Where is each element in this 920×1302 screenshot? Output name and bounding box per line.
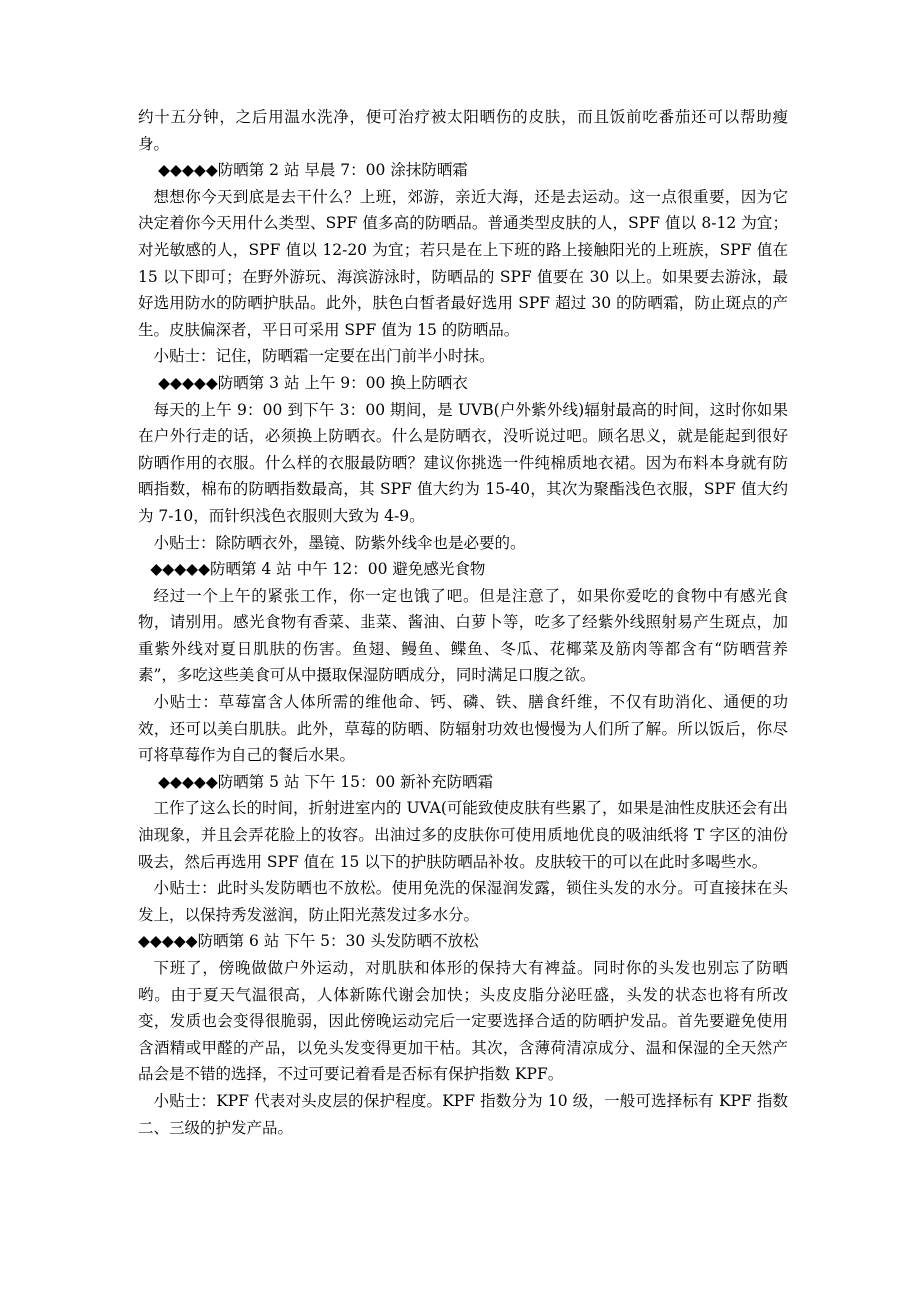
tip-paragraph: 小贴士：记住，防晒霜一定要在出门前半小时抹。: [153, 347, 495, 366]
paragraph-continuation: 约十五分钟，之后用温水洗净，便可治疗被太阳晒伤的皮肤，而且饭前吃番茄还可以帮助瘦身。: [138, 108, 788, 153]
tip-paragraph: 小贴士：KPF 代表对头皮层的保护程度。KPF 指数分为 10 级，一般可选择标有 KPF 指数二、三级的护发产品。: [138, 1091, 788, 1137]
section-heading-station-4: ◆◆◆◆◆防晒第 4 站 中午 12：00 避免感光食物: [150, 560, 486, 579]
section-heading-station-5: ◆◆◆◆◆防晒第 5 站 下午 15：00 新补充防晒霜: [158, 772, 494, 791]
section-heading-station-6: ◆◆◆◆◆防晒第 6 站 下午 5：30 头发防晒不放松: [138, 932, 479, 951]
document-page: [138, 104, 788, 1141]
paragraph-body: 每天的上午 9：00 到下午 3：00 期间，是 UVB(户外紫外线)辐射最高的时间，这时你如果在户外行走的话，必须换上防晒衣。什么是防晒衣，没听说过吧。顾名思义，就是能起到很好防晒作用的衣服。什么样的衣服最防晒？建议你挑选一件纯棉质地衣裙。因为布料本身就有防晒指数，棉布的防晒指数最高，其 SPF 值大约为 15-40，其次为聚酯浅色衣服，SPF 值大约为 7-10，而针织浅色衣服则大致为 4-9。: [138, 400, 788, 525]
paragraph-body: 下班了，傍晚做做户外运动，对肌肤和体形的保持大有裨益。同时你的头发也别忘了防晒哟。由于夏天气温很高，人体新陈代谢会加快；头皮皮脂分泌旺盛，头发的状态也将有所改变，发质也会变得很脆弱，因此傍晚运动完后一定要选择合适的防晒护发品。首先要避免使用含酒精或甲醛的产品，以免头发变得更加干枯。其次，含薄荷清凉成分、温和保湿的全天然产品会是不错的选择，不过可要记着看是否标有保护指数 KPF。: [138, 959, 788, 1084]
section-heading-station-2: ◆◆◆◆◆防晒第 2 站 早晨 7：00 涂抹防晒霜: [158, 161, 468, 180]
tip-paragraph: 小贴士：草莓富含人体所需的维他命、钙、磷、铁、膳食纤维，不仅有助消化、通便的功效，还可以美白肌肤。此外，草莓的防晒、防辐射功效也慢慢为人们所了解。所以饭后，你尽可将草莓作为自己的餐后水果。: [138, 693, 788, 765]
tip-paragraph: 小贴士：此时头发防晒也不放松。使用免洗的保湿润发露，锁住头发的水分。可直接抹在头发上，以保持秀发滋润，防止阳光蒸发过多水分。: [138, 879, 788, 924]
paragraph-body: 想想你今天到底是去干什么？上班，郊游，亲近大海，还是去运动。这一点很重要，因为它决定着你今天用什么类型、SPF 值多高的防晒品。普通类型皮肤的人，SPF 值以 8-12 为宜；对光敏感的人，SPF 值以 12-20 为宜；若只是在上下班的路上接触阳光的上班族，SPF 值在 15 以下即可；在野外游玩、海滨游泳时，防晒品的 SPF 值要在 30 以上。如果要去游泳，最好选用防水的防晒护肤品。此外，肤色白皙者最好选用 SPF 超过 30 的防晒霜，防止斑点的产生。皮肤偏深者，平日可采用 SPF 值为 15 的防晒品。: [138, 187, 788, 339]
paragraph-body: 经过一个上午的紧张工作，你一定也饿了吧。但是注意了，如果你爱吃的食物中有感光食物，请别用。感光食物有香菜、韭菜、酱油、白萝卜等，吃多了经紫外线照射易产生斑点，加重紫外线对夏日肌肤的伤害。鱼翅、鳗鱼、鲽鱼、冬瓜、花椰菜及筋肉等都含有“防晒营养素”，多吃这些美食可从中摄取保湿防晒成分，同时满足口腹之欲。: [138, 586, 788, 685]
tip-paragraph: 小贴士：除防晒衣外，墨镜、防紫外线伞也是必要的。: [153, 533, 526, 552]
paragraph-body: 工作了这么长的时间，折射进室内的 UVA(可能致使皮肤有些累了，如果是油性皮肤还会有出油现象，并且会弄花脸上的妆容。出油过多的皮肤你可使用质地优良的吸油纸将 T 字区的油份吸去，然后再选用 SPF 值在 15 以下的护肤防晒品补妆。皮肤较干的可以在此时多喝些水。: [138, 799, 788, 871]
section-heading-station-3: ◆◆◆◆◆防晒第 3 站 上午 9：00 换上防晒衣: [158, 373, 468, 392]
